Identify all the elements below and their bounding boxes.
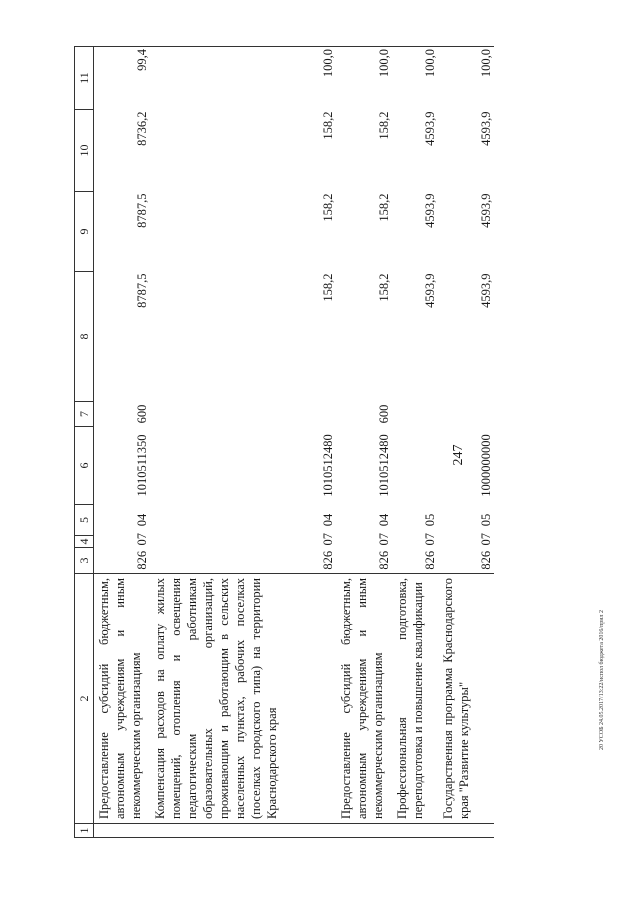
cell-col-10: 158,2 [320, 111, 335, 140]
cell-col-11: 99,4 [93, 47, 150, 110]
header-col-3: 3 [74, 548, 93, 574]
cell-expense-type: 600 [376, 404, 391, 424]
table-row [392, 47, 438, 838]
cell-target-article [392, 427, 438, 505]
cell-col-9: 8787,5 [134, 193, 149, 228]
cell-col-8: 8787,5 [134, 273, 149, 308]
cell-ministry: 826 [376, 550, 391, 570]
row-description: Компенсация расходов на оплату жилых помещений, отопления и освещения педагогическим работникам образовательных организаций, проживающим и работающим в сельских населенных пунктах, рабочих поселках (поселках городского типа) на территории Краснодарского края [150, 574, 336, 824]
cell-section: 07 [376, 533, 391, 546]
row-description: Государственная программа Краснодарского края "Развитие культуры" [438, 574, 494, 824]
cell-subsection: 05 [422, 513, 437, 527]
row-description: Предоставление субсидий бюджетным, автономным учреждениям и иным некоммерческим организациям [93, 574, 150, 824]
cell-col-11: 100,0 [150, 47, 336, 110]
table-row [93, 47, 150, 838]
cell-col-8: 4593,9 [422, 273, 437, 308]
header-col-8: 8 [74, 272, 93, 402]
row-number-cell [150, 824, 336, 838]
cell-col-10: 158,2 [376, 111, 391, 140]
cell-ministry: 826 [478, 550, 493, 570]
table-row [150, 47, 336, 838]
row-number-cell [438, 824, 494, 838]
row-number-cell [93, 824, 150, 838]
cell-subsection: 05 [478, 513, 493, 527]
cell-col-10: 4593,9 [478, 111, 493, 146]
cell-target-article: 1010512480 [376, 434, 391, 497]
row-description: Профессиональная подготовка, переподготовка и повышение квалификации [392, 574, 438, 824]
header-col-6: 6 [74, 427, 93, 505]
header-col-7: 7 [74, 402, 93, 427]
table-row [336, 47, 392, 838]
table-row [438, 47, 494, 838]
cell-col-9: 4593,9 [422, 193, 437, 228]
cell-section: 07 [422, 533, 437, 546]
cell-section: 07 [478, 533, 493, 546]
cell-section: 07 [134, 533, 149, 546]
cell-ministry: 826 [320, 550, 335, 570]
cell-expense-type [438, 402, 494, 427]
cell-target-article: 1010511350 [134, 434, 149, 497]
cell-target-article: 1010512480 [320, 434, 335, 497]
cell-subsection: 04 [320, 513, 335, 527]
header-col-9: 9 [74, 192, 93, 272]
page-number: 247 [451, 444, 466, 466]
header-col-11: 11 [74, 47, 93, 110]
cell-expense-type: 600 [134, 404, 149, 424]
header-col-2: 2 [74, 574, 93, 824]
cell-expense-type [392, 402, 438, 427]
cell-ministry: 826 [422, 550, 437, 570]
cell-section: 07 [320, 533, 335, 546]
cell-col-9: 158,2 [376, 193, 391, 222]
cell-ministry: 826 [134, 550, 149, 570]
cell-col-9: 4593,9 [478, 193, 493, 228]
cell-col-11: 100,0 [392, 47, 438, 110]
cell-subsection: 04 [134, 513, 149, 527]
cell-col-10: 8736,2 [134, 111, 149, 146]
row-number-cell [392, 824, 438, 838]
header-row [74, 47, 93, 838]
cell-col-11: 100,0 [438, 47, 494, 110]
row-description: Предоставление субсидий бюджетным, автономным учреждениям и иным некоммерческим организациям [336, 574, 392, 824]
cell-target-article: 1000000000 [478, 434, 493, 497]
cell-col-8: 4593,9 [478, 273, 493, 308]
header-col-10: 10 [74, 110, 93, 192]
cell-col-10: 4593,9 [422, 111, 437, 146]
budget-table [74, 46, 494, 838]
cell-expense-type [150, 402, 336, 427]
cell-col-8: 158,2 [320, 273, 335, 302]
cell-col-9: 158,2 [320, 193, 335, 222]
cell-col-11: 100,0 [336, 47, 392, 110]
cell-col-8: 158,2 [376, 273, 391, 302]
header-col-4: 4 [74, 536, 93, 548]
rotated-table-wrapper [74, 47, 567, 838]
header-col-5: 5 [74, 505, 93, 536]
header-col-1: 1 [74, 824, 93, 838]
cell-subsection: 04 [376, 513, 391, 527]
footer-code: 20 УСОБ 24.05.2017/13:22/испол бюджета 2016/прил 2 [599, 610, 605, 750]
row-number-cell [336, 824, 392, 838]
